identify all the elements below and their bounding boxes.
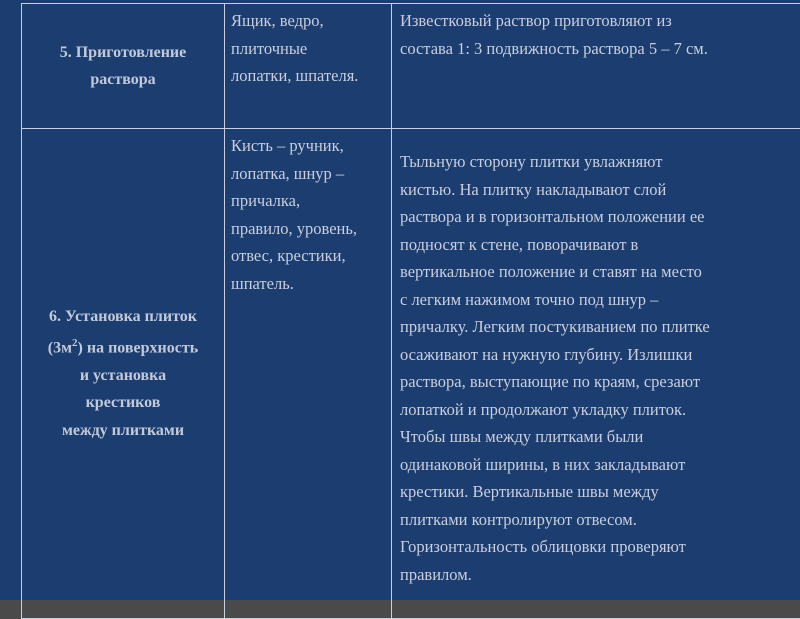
stage-cell-6 [22, 129, 225, 619]
description-cell-5 [392, 4, 800, 129]
description-text: правилом. [400, 561, 781, 589]
tools-text: лопатка, шнур – [231, 160, 385, 188]
description-text: крестики. Вертикальные швы между [400, 478, 781, 506]
stage-text: 5. Приготовление [22, 39, 224, 67]
description-text: с легким нажимом точно под шнур – [400, 286, 781, 314]
tools-text: шпатель. [231, 270, 385, 298]
description-text: раствора и в горизонтальном положении ее [400, 203, 781, 231]
work-process-table [21, 3, 800, 619]
description-text: кистью. На плитку накладывают слой [400, 176, 781, 204]
stage-text: 6. Установка плиток [22, 303, 224, 331]
description-text: лопаткой и продолжают укладку плиток. [400, 396, 781, 424]
description-text: осаживают на нужную глубину. Излишки [400, 341, 781, 369]
tools-text: Кисть – ручник, [231, 132, 385, 160]
tools-cell-6 [225, 129, 392, 619]
description-text: Чтобы швы между плитками были [400, 423, 781, 451]
tools-text: причалка, [231, 187, 385, 215]
stage-text: крестиков [22, 389, 224, 417]
description-text: Горизонтальность облицовки проверяют [400, 533, 781, 561]
description-text: одинаковой ширины, в них закладывают [400, 451, 781, 479]
description-text: состава 1: 3 подвижность раствора 5 – 7 см. [400, 35, 787, 63]
tools-text: плиточные [231, 35, 385, 63]
stage-text: между плитками [22, 417, 224, 445]
tools-cell-5 [225, 4, 392, 129]
description-text: раствора, выступающие по краям, срезают [400, 368, 781, 396]
description-cell-6 [392, 129, 800, 619]
table-row [22, 4, 800, 129]
tools-text: лопатки, шпателя. [231, 62, 385, 90]
tools-text: отвес, крестики, [231, 242, 385, 270]
description-text: Известковый раствор приготовляют из [400, 7, 787, 35]
stage-text: раствора [22, 66, 224, 94]
description-text: причалку. Легким постукиванием по плитке [400, 313, 781, 341]
table-row [22, 129, 800, 619]
description-text: плитками контролируют отвесом. [400, 506, 781, 534]
stage-text: и установка [22, 362, 224, 390]
stage-text: $(3м^2)$ на поверхность [22, 330, 224, 362]
description-text: вертикальное положение и ставят на место [400, 258, 781, 286]
tools-text: Ящик, ведро, [231, 7, 385, 35]
superscript-2: 2 [72, 337, 78, 349]
tools-text: правило, уровень, [231, 215, 385, 243]
description-text: подносят к стене, поворачивают в [400, 231, 781, 259]
description-text: Тыльную сторону плитки увлажняют [400, 148, 781, 176]
stage-cell-5 [22, 4, 225, 129]
